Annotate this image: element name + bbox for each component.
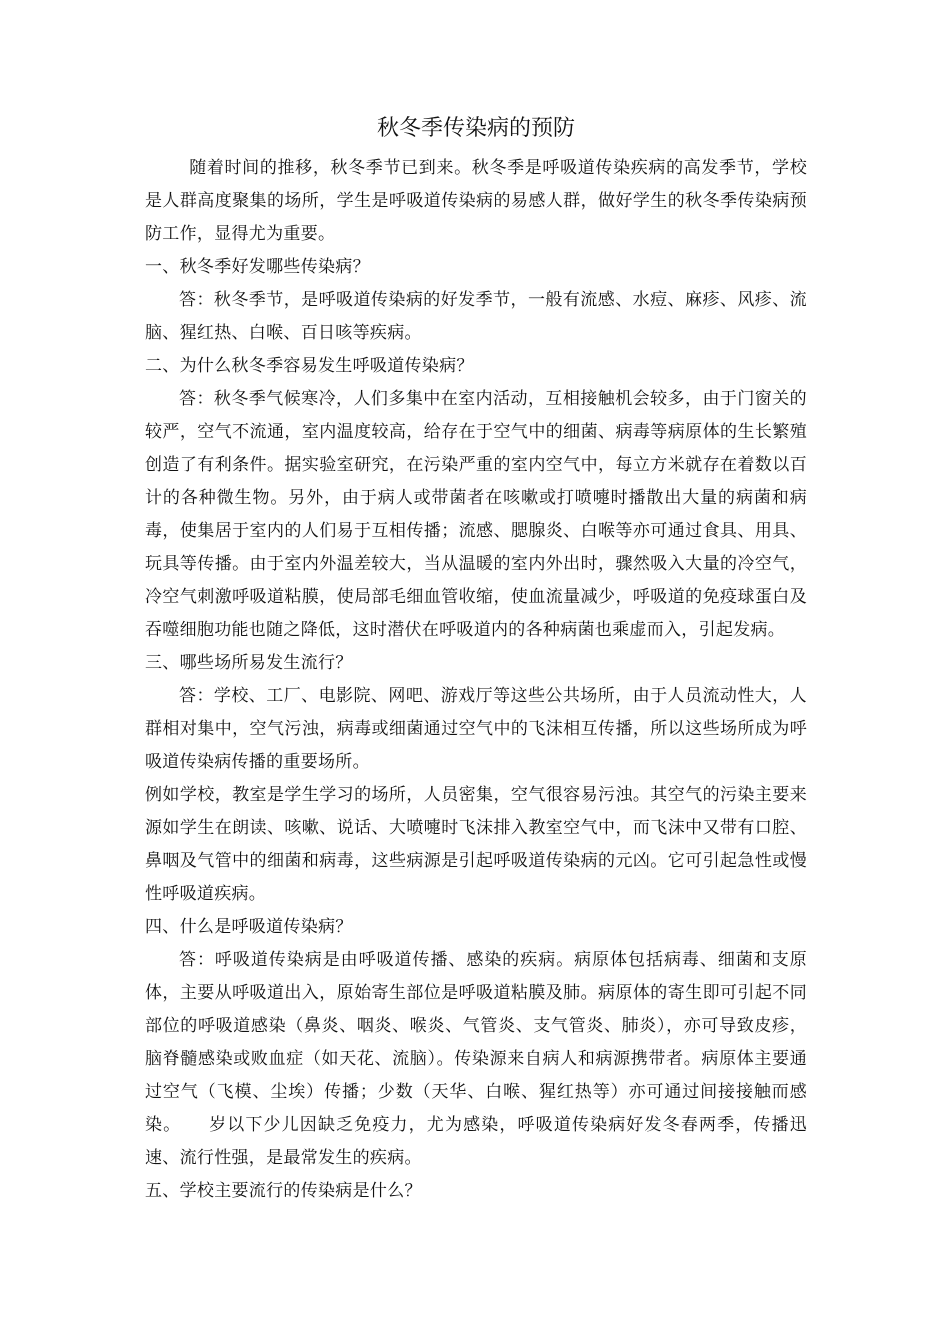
section-answer-1: 答：秋冬季节，是呼吸道传染病的好发季节，一般有流感、水痘、麻疹、风疹、流脑、猩红热、白喉、百日咳等疾病。 <box>145 290 807 343</box>
section-answer-3: 答：学校、工厂、电影院、网吧、游戏厅等这些公共场所，由于人员流动性大，人群相对集中，空气污浊，病毒或细菌通过空气中的飞沫相互传播，所以这些场所成为呼吸道传染病传播的重要场所。 <box>145 686 807 772</box>
section-heading-2: 二、为什么秋冬季容易发生呼吸道传染病？ <box>145 356 474 376</box>
intro-paragraph: 随着时间的推移，秋冬季节已到来。秋冬季是呼吸道传染疾病的高发季节，学校是人群高度聚集的场所，学生是呼吸道传染病的易感人群，做好学生的秋冬季传染病预防工作，显得尤为重要。 <box>145 158 807 244</box>
section-answer-4: 答：呼吸道传染病是由呼吸道传播、感染的疾病。病原体包括病毒、细菌和支原体，主要从呼吸道出入，原始寄生部位是呼吸道粘膜及肺。病原体的寄生即可引起不同部位的呼吸道感染（鼻炎、咽炎、喉炎、气管炎、支气管炎、肺炎），亦可导致皮疹，脑脊髓感染或败血症（如天花、流脑）。传染源来自病人和病源携带者。病原体主要通过空气（飞模、尘埃）传播；少数（天华、白喉、猩红热等）亦可通过间接接触而感染。 岁以下少儿因缺乏免疫力，尤为感染，呼吸道传染病好发冬春两季，传播迅速、流行性强，是最常发生的疾病。 <box>145 950 807 1168</box>
document-title: 秋冬季传染病的预防 <box>376 116 575 141</box>
section-heading-4: 四、什么是呼吸道传染病？ <box>145 917 353 937</box>
section-extra-3: 例如学校，教室是学生学习的场所，人员密集，空气很容易污浊。其空气的污染主要来源如学生在朗读、咳嗽、说话、大喷嚏时飞沫排入教室空气中，而飞沫中又带有口腔、鼻咽及气管中的细菌和病毒，这些病源是引起呼吸道传染病的元凶。它可引起急性或慢性呼吸道疾病。 <box>145 785 807 904</box>
section-answer-2: 答：秋冬季气候寒冷，人们多集中在室内活动，互相接触机会较多，由于门窗关的较严，空气不流通，室内温度较高，给存在于空气中的细菌、病毒等病原体的生长繁殖创造了有利条件。据实验室研究，在污染严重的室内空气中，每立方米就存在着数以百计的各种微生物。另外，由于病人或带菌者在咳嗽或打喷嚏时播散出大量的病菌和病毒，使集居于室内的人们易于互相传播；流感、腮腺炎、白喉等亦可通过食具、用具、玩具等传播。由于室内外温差较大，当从温暖的室内外出时，骤然吸入大量的冷空气，冷空气刺激呼吸道粘膜，使局部毛细血管收缩，使血流量减少，呼吸道的免疫球蛋白及吞噬细胞功能也随之降低，这时潜伏在呼吸道内的各种病菌也乘虚而入，引起发病。 <box>145 389 807 640</box>
section-heading-3: 三、哪些场所易发生流行？ <box>145 653 353 673</box>
section-heading-1: 一、秋冬季好发哪些传染病？ <box>145 257 370 277</box>
document-page <box>145 112 807 1208</box>
section-heading-5: 五、学校主要流行的传染病是什么？ <box>145 1181 422 1201</box>
